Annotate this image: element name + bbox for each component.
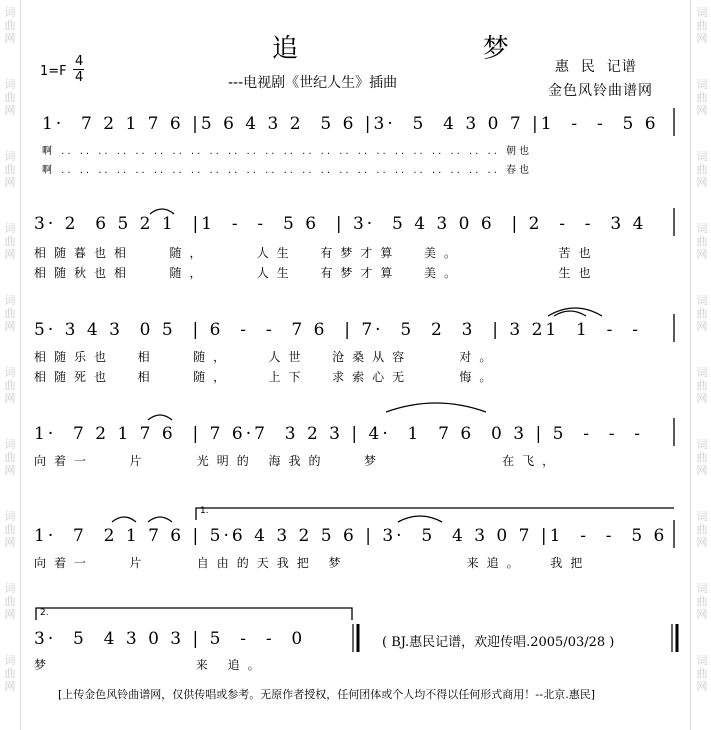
volta-second-bracket: [36, 608, 352, 620]
volta-first-label: 1.: [200, 506, 209, 516]
transcription-signature: ( BJ.惠民记谱，欢迎传唱.2005/03/28 ): [382, 635, 615, 650]
credit-website: 金色风铃曲谱网: [548, 83, 653, 99]
watermark-text: 词 曲 网: [696, 150, 708, 189]
time-signature-bottom: 4: [75, 70, 84, 85]
watermark-text: 词 曲 网: [4, 438, 16, 477]
slur: [398, 516, 442, 522]
system-4-notes: 1· 7 2 1 7 6 | 7 6·7 3 2 3 | 4· 1 7 6 0 3 | 5 - - -: [34, 424, 644, 444]
slur: [148, 415, 172, 420]
song-title: 追 梦: [272, 34, 549, 64]
watermark-text: 词 曲 网: [696, 366, 708, 405]
system-4-lyrics-1: 向着一 片 光明的 海我的 梦 在飞，: [34, 454, 563, 468]
system-2-lyrics-1: 相随暮也相 随， 人生 有梦才算 美。 苦也: [34, 246, 599, 260]
slur: [150, 209, 174, 214]
watermark-text: 词 曲 网: [696, 294, 708, 333]
system-5-notes: 1· 7 2 1 7 6 | 5·6 4 3 2 5 6 | 3· 5 4 3 0 7 |1 - - 5 6: [34, 526, 668, 546]
system-1-lyrics-1: 啊 .. .. .. .. .. .. .. .. .. .. .. .. .. .. .. .. .. .. .. .. .. .. .. .. 朝也: [42, 146, 533, 157]
watermark-text: 词 曲 网: [696, 582, 708, 621]
watermark-text: 词 曲 网: [696, 510, 708, 549]
slur: [148, 517, 172, 522]
system-1-notes: 1· 7 2 1 7 6 |5 6 4 3 2 5 6 |3· 5 4 3 0 7 |1 - - 5 6: [42, 114, 659, 134]
watermark-text: 词 曲 网: [696, 654, 708, 693]
watermark-text: 词 曲 网: [4, 6, 16, 45]
slur: [112, 517, 136, 522]
time-signature-top: 4: [75, 54, 84, 69]
watermark-text: 词 曲 网: [4, 366, 16, 405]
system-3-notes: 5· 3 4 3 0 5 | 6 - - 7 6 | 7· 5 2 3 | 3 21 1 - -: [34, 320, 641, 340]
slur: [386, 403, 486, 412]
system-6-notes: 3· 5 4 3 0 3 | 5 - - 0: [34, 629, 306, 649]
watermark-text: 词 曲 网: [4, 294, 16, 333]
system-1-lyrics-2: 啊 .. .. .. .. .. .. .. .. .. .. .. .. .. .. .. .. .. .. .. .. .. .. .. .. 春也: [42, 165, 533, 176]
watermark-text: 词 曲 网: [4, 78, 16, 117]
watermark-text: 词 曲 网: [696, 222, 708, 261]
song-subtitle: ---电视剧《世纪人生》插曲: [228, 75, 398, 91]
watermark-text: 词 曲 网: [696, 6, 708, 45]
credit-transcriber: 惠 民 记谱: [555, 59, 637, 75]
watermark-text: 词 曲 网: [4, 654, 16, 693]
system-2-lyrics-2: 相随秋也相 随， 人生 有梦才算 美。 生也: [34, 266, 599, 280]
system-2-notes: 3· 2 6 5 2 1 |1 - - 5 6 | 3· 5 4 3 0 6 | 2 - - 3 4: [34, 214, 647, 234]
watermark-text: 词 曲 网: [4, 150, 16, 189]
system-3-lyrics-2: 相随死也 相 随， 上下 求索心无 悔。: [34, 370, 500, 384]
watermark-text: 词 曲 网: [4, 510, 16, 549]
system-3-lyrics-1: 相随乐也 相 随， 人世 沧桑从容 对。: [34, 350, 500, 364]
volta-second-label: 2.: [40, 608, 49, 618]
watermark-text: 词 曲 网: [4, 582, 16, 621]
copyright-footer: [上传金色风铃曲谱网，仅供传唱或参考。无原作者授权，任何团体或个人均不得以任何形式商用！--北京.惠民]: [58, 688, 596, 701]
slur: [554, 311, 586, 316]
system-6-lyrics-1: 梦 来 追。: [34, 658, 268, 672]
watermark-text: 词 曲 网: [696, 438, 708, 477]
watermark-text: 词 曲 网: [4, 222, 16, 261]
watermark-text: 词 曲 网: [696, 78, 708, 117]
system-5-lyrics-1: 向着一 片 自由的天我把 梦 来追。 我把: [34, 556, 591, 570]
key-signature: 1=F: [40, 64, 67, 79]
